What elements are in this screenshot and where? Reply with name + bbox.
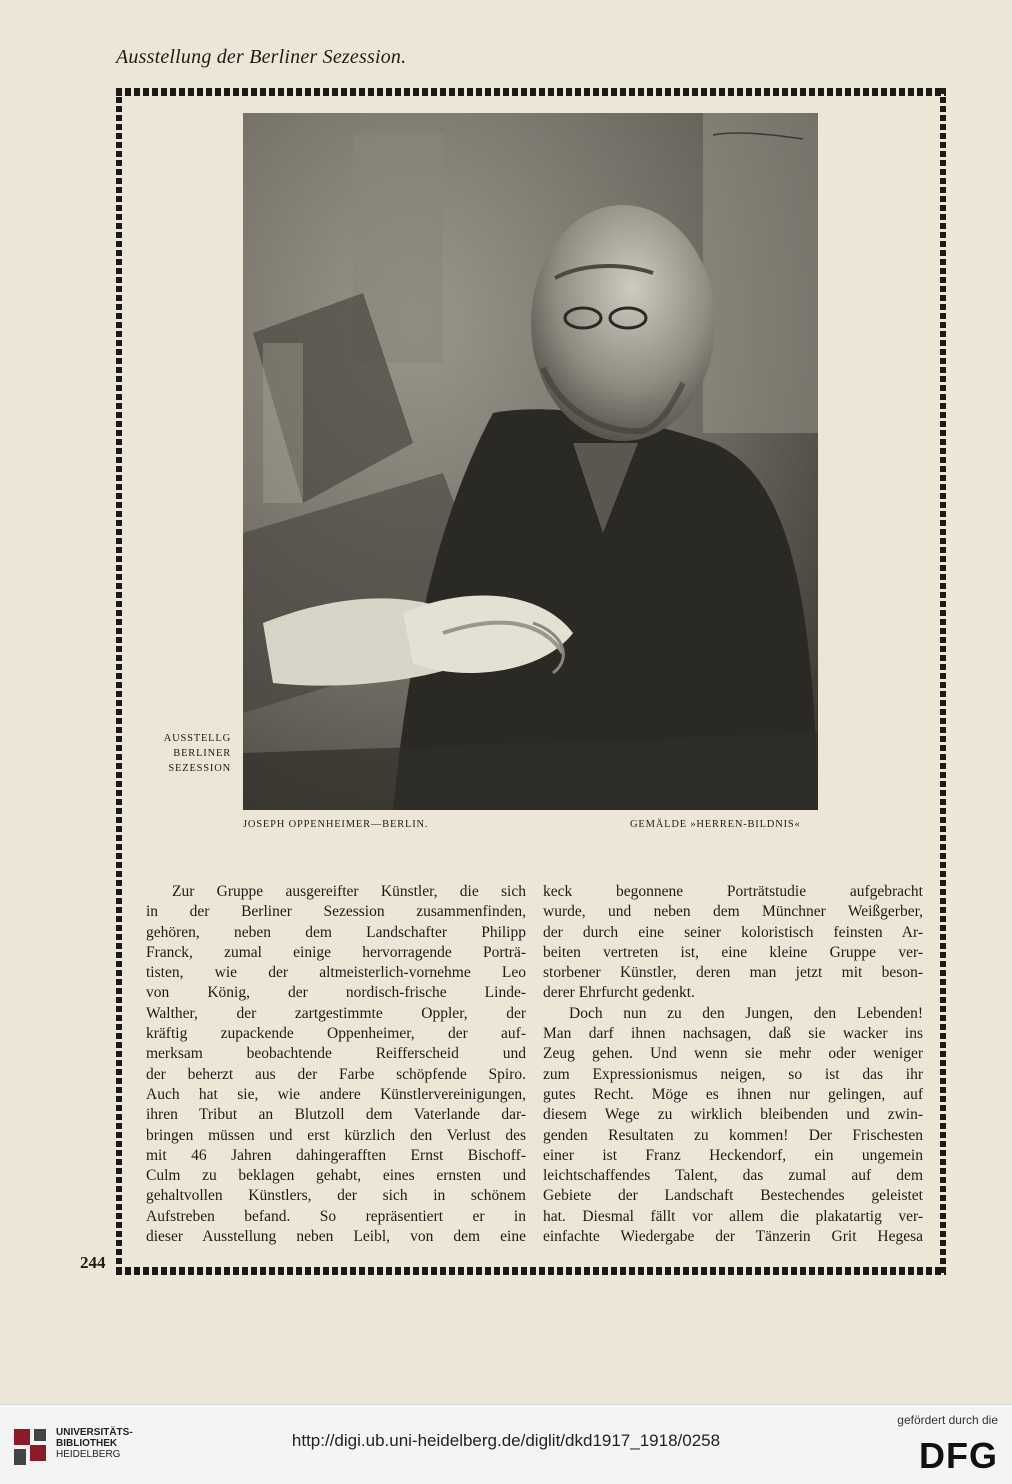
text-line: beiten vertreten ist, eine kleine Gruppe ver- xyxy=(543,943,923,961)
text-line: tisten, wie der altmeisterlich-vornehme Leo xyxy=(146,964,526,982)
text-line: Aufstreben befand. So repräsentiert er in xyxy=(146,1207,526,1225)
text-line: dieser Ausstellung neben Leibl, von dem eine xyxy=(146,1228,526,1246)
running-header: Ausstellung der Berliner Sezession. xyxy=(116,46,407,68)
caption-artist: JOSEPH OPPENHEIMER—BERLIN. xyxy=(243,819,429,830)
text-line: Auch hat sie, wie andere Künstlervereinigungen, xyxy=(146,1085,526,1103)
text-line: der beherzt aus der Farbe schöpfende Spiro. xyxy=(146,1065,526,1083)
page-number: 244 xyxy=(80,1253,106,1272)
text-line: diesem Wege zu wirklich bleibenden und zwin- xyxy=(543,1106,923,1124)
text-line: bringen müssen und erst kürzlich den Verlust des xyxy=(146,1126,526,1144)
text-line: Man darf ihnen nachsagen, daß sie wacker ins xyxy=(543,1025,923,1043)
library-name-line: UNIVERSITÄTS- xyxy=(56,1427,133,1438)
text-column-left xyxy=(146,882,526,1247)
text-line: kräftig zupackende Oppenheimer, der auf- xyxy=(146,1025,526,1043)
text-line: Doch nun zu den Jungen, den Lebenden! xyxy=(569,1004,923,1022)
text-line: der durch eine seiner koloristisch feinsten Ar- xyxy=(543,923,923,941)
viewer-footer xyxy=(0,1404,1012,1484)
frame-border-bottom xyxy=(116,1267,946,1275)
frame-border-right xyxy=(940,88,946,1275)
text-line: einfachte Wiedergabe der Tänzerin Grit Hegesa xyxy=(543,1228,923,1246)
library-name-line: BIBLIOTHEK xyxy=(56,1438,118,1449)
text-line: ihren Tribut an Blutzoll dem Vaterlande dar- xyxy=(146,1106,526,1124)
text-line: storbener Künstler, deren man jetzt mit beson- xyxy=(543,964,923,982)
text-line: in der Berliner Sezession zusammenfinden, xyxy=(146,903,526,921)
text-line: gehaltvollen Künstlers, der sich in schönem xyxy=(146,1187,526,1205)
text-line: gehören, neben dem Landschafter Philipp xyxy=(146,923,526,941)
text-column-right xyxy=(543,882,923,1247)
side-caption-line: BERLINER xyxy=(173,748,231,759)
text-line: Gebiete der Landschaft Bestechendes geleistet xyxy=(543,1187,923,1205)
text-line: gutes Recht. Möge es ihnen nur gelingen, auf xyxy=(543,1085,923,1103)
text-line: Zeug gehen. Und wenn sie mehr oder weniger xyxy=(543,1045,923,1063)
portrait-illustration xyxy=(243,113,818,810)
permalink-url[interactable]: http://digi.ub.uni-heidelberg.de/diglit/dkd1917_1918/0258 xyxy=(291,1431,721,1450)
text-line: wurde, und neben dem Münchner Weißgerber, xyxy=(543,903,923,921)
text-line: Walther, der zartgestimmte Oppler, der xyxy=(146,1004,526,1022)
frame-border-left xyxy=(116,88,122,1275)
text-line: von König, der nordisch-frische Linde- xyxy=(146,984,526,1002)
side-caption-line: AUSSTELLG xyxy=(163,733,231,744)
text-line: Franck, zumal einige hervorragende Porträ- xyxy=(146,943,526,961)
text-line: Culm zu beklagen gehabt, eines ernsten und xyxy=(146,1167,526,1185)
text-line: merksam beobachtende Reifferscheid und xyxy=(146,1045,526,1063)
dfg-logo: DFG xyxy=(919,1435,998,1476)
text-line: derer Ehrfurcht gedenkt. xyxy=(543,984,695,1002)
side-caption-line: SEZESSION xyxy=(168,763,231,774)
text-line: hat. Diesmal fällt vor allem die plakatartig ver- xyxy=(543,1207,923,1225)
portrait-painting xyxy=(243,113,818,810)
text-line: genden Resultaten zu kommen! Der Frischesten xyxy=(543,1126,923,1144)
caption-title: GEMÄLDE »HERREN-BILDNIS« xyxy=(630,819,801,830)
side-caption xyxy=(135,731,231,776)
text-line: mit 46 Jahren dahingerafften Ernst Bischoff- xyxy=(146,1146,526,1164)
frame-border-top xyxy=(116,88,946,96)
text-line: leichtschaffendes Talent, das zumal auf dem xyxy=(543,1167,923,1185)
library-name-line: HEIDELBERG xyxy=(56,1449,121,1460)
text-line: zum Expressionismus neigen, so ist das ihr xyxy=(543,1065,923,1083)
text-line: Zur Gruppe ausgereifter Künstler, die sich xyxy=(172,883,526,900)
funding-label: gefördert durch die xyxy=(897,1413,998,1427)
text-line: keck begonnene Porträtstudie aufgebracht xyxy=(543,883,923,900)
text-line: einer ist Franz Heckendorf, ein ungemein xyxy=(543,1146,923,1164)
